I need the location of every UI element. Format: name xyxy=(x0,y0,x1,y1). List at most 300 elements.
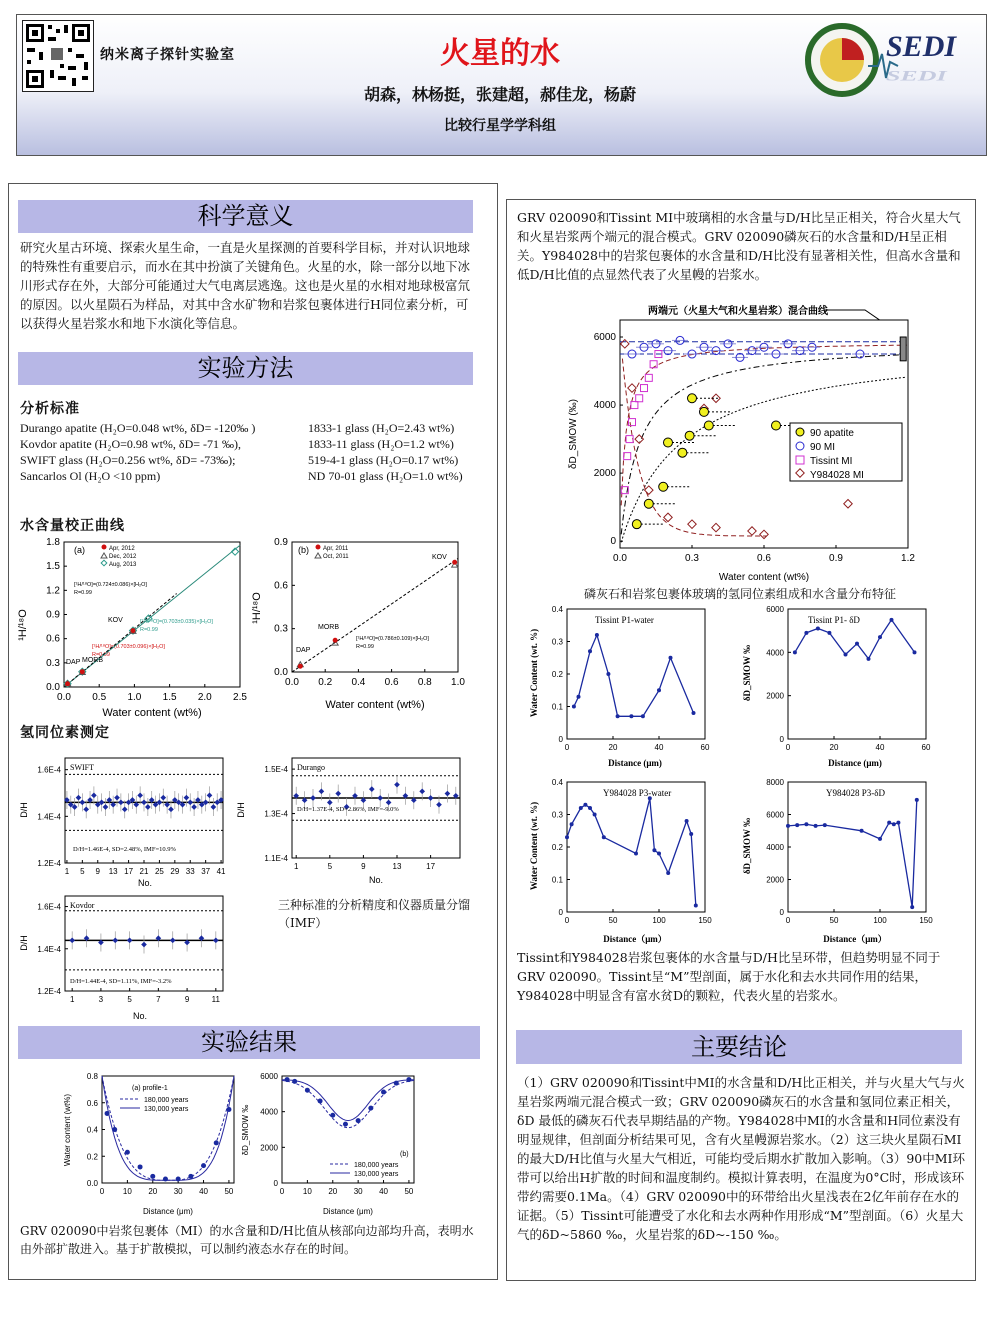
legend-label: Apr, 2012 xyxy=(109,546,135,552)
y-axis-label: ¹H/¹⁸O xyxy=(251,592,263,624)
chart-title: Tissint P1-water xyxy=(595,615,654,625)
y-tick-label: 0.0 xyxy=(46,682,60,693)
x-axis-label: Water content (wt%) xyxy=(718,572,810,583)
data-point xyxy=(823,823,827,827)
data-point xyxy=(452,560,457,565)
results-caption: GRV 020090中岩浆包裹体（MI）的水含量和D/H比值从核部向边部均升高，表明水由外部扩散进入。基于扩散模拟，可以制约液态水存在的时间。 xyxy=(20,1224,474,1256)
data-point xyxy=(664,438,673,447)
x-tick-label: 25 xyxy=(154,867,164,876)
y-axis-label: Water Content (wt. %) xyxy=(529,628,539,718)
y-tick-label: 2000 xyxy=(593,468,616,480)
y-tick-label: 1.8 xyxy=(46,537,60,548)
x-tick-label: 1 xyxy=(69,995,75,1004)
x-axis-label: Water content (wt%) xyxy=(325,699,425,711)
x-tick-label: 29 xyxy=(170,867,180,876)
legend-marker xyxy=(102,545,107,550)
y-tick-label: 1.5 xyxy=(46,561,60,573)
x-tick-label: 0 xyxy=(785,743,791,752)
data-point xyxy=(827,631,831,635)
data-point xyxy=(176,1176,181,1181)
authors: 胡森，林杨挺，张建超，郝佳龙，杨蔚 xyxy=(363,85,636,104)
equation-2: [¹H/¹⁸O]=(0.703±0.035)×[H₂O] xyxy=(140,619,213,625)
y-axis-label: δD_SMOW (‰) xyxy=(568,398,579,470)
legend-label: 130,000 years xyxy=(354,1171,399,1178)
y-tick-label: 0 xyxy=(610,536,616,548)
y-tick-label: 2000 xyxy=(766,691,784,701)
legend-label: 130,000 years xyxy=(144,1106,189,1113)
data-point xyxy=(816,627,820,631)
x-tick-label: 20 xyxy=(328,1187,338,1196)
isotope-caption: 三种标准的分析精度和仪器质量分馏（IMF） xyxy=(278,898,471,930)
x-tick-label: 0.0 xyxy=(285,677,299,688)
x-tick-label: 7 xyxy=(156,995,161,1004)
data-point xyxy=(577,695,581,699)
standard-item: 1833-1 glass (H₂O=2.43 wt%) xyxy=(308,421,455,435)
panel-label: (b) xyxy=(298,545,309,555)
data-point xyxy=(579,806,583,810)
x-tick-label: 0.0 xyxy=(613,553,627,564)
y-tick-label: 1.2 xyxy=(46,585,60,597)
lab-name: 纳米离子探针实验室 xyxy=(100,47,235,63)
legend-label: Dec, 2012 xyxy=(109,554,137,560)
x-tick-label: 1.0 xyxy=(451,677,465,688)
data-point xyxy=(689,832,693,836)
x-tick-label: 17 xyxy=(124,867,134,876)
x-tick-label: 0 xyxy=(564,916,570,925)
logo-reflection: SEDI xyxy=(886,67,947,85)
point-label: MORB xyxy=(318,624,339,631)
x-tick-label: 50 xyxy=(224,1187,234,1196)
data-point xyxy=(878,635,882,639)
x-axis-label: Distance (μm) xyxy=(323,1207,373,1216)
data-point xyxy=(381,1090,386,1095)
standards-left-list xyxy=(20,420,310,484)
x-axis-label: Distance（μm） xyxy=(603,934,667,944)
equation-2-r: R=0.99 xyxy=(140,627,158,633)
point-label: DAP xyxy=(296,647,311,654)
data-point xyxy=(285,1077,290,1082)
science-text: 研究火星古环境、探索火星生命，一直是火星探测的首要科学目标，并对认识地球的特殊性有重要启示，而水在其中扮演了关键角色。火星的水，除一部分以地下冰川形式存在外，大部分可能通过大气电离层逃逸。这也是火星的水相对地球极富氘的原因。以火星陨石为样品，对其中含水矿物和岩浆包裹体进行H同位素分析，可以获得火星岩浆水和地下水演化等信息。 xyxy=(20,240,471,331)
data-point xyxy=(593,813,597,817)
data-point xyxy=(772,421,781,430)
x-tick-label: 0.5 xyxy=(92,692,107,703)
legend-label: Aug, 2013 xyxy=(109,562,137,568)
y-tick-label: 1.6E-4 xyxy=(37,902,61,912)
stats: D/H=1.46E-4, SD=2.48%, IMF=10.9% xyxy=(73,846,176,853)
x-tick-label: 37 xyxy=(201,867,211,876)
y-axis-label: D/H xyxy=(19,935,29,951)
x-tick-label: 0.3 xyxy=(685,553,699,564)
data-point xyxy=(860,829,864,833)
data-point xyxy=(694,904,698,908)
x-tick-label: 9 xyxy=(361,862,366,871)
legend-label: Tissint MI xyxy=(810,456,853,467)
y-tick-label: 0.9 xyxy=(274,537,288,548)
x-tick-label: 0.2 xyxy=(318,677,333,688)
x-tick-label: 20 xyxy=(829,743,839,752)
data-point xyxy=(305,1088,310,1093)
panel-label: (a) xyxy=(74,545,85,555)
data-point xyxy=(583,803,587,807)
equation-r: R=0.99 xyxy=(356,644,374,650)
mixing-chart xyxy=(520,298,970,598)
tissint-dd-chart xyxy=(740,603,940,773)
data-point xyxy=(692,711,696,715)
y-tick-label: 1.1E-4 xyxy=(264,854,288,863)
x-tick-label: 40 xyxy=(379,1187,388,1196)
profile-text: Tissint和Y984028岩浆包裹体的水含量与D/H比呈环带，但趋势明显不同于GRV 020090。Tissint呈“M”型剖面，属于水化和去水共同作用的结果，Y984028中明显含有富水贫D的颗粒，代表火星的岩浆水。 xyxy=(517,950,941,1003)
data-point xyxy=(572,705,576,709)
data-point xyxy=(105,1111,110,1116)
data-point xyxy=(804,822,808,826)
data-point xyxy=(406,1077,411,1082)
legend-label: 180,000 years xyxy=(144,1097,189,1104)
stats: D/H=1.44E-4, SD=1.11%, IMF=-3.2% xyxy=(70,978,172,985)
y-tick-label: 0.2 xyxy=(551,843,563,852)
calibration-title: 水含量校正曲线 xyxy=(20,518,125,534)
data-point xyxy=(786,824,790,828)
x-tick-label: 0 xyxy=(785,916,791,925)
x-tick-label: 41 xyxy=(216,867,226,876)
results-chart-a xyxy=(60,1068,242,1218)
y-tick-label: 0.9 xyxy=(46,609,60,621)
chart-title: Tissint P1- δD xyxy=(808,615,860,625)
y-tick-label: 0.3 xyxy=(274,623,288,635)
x-tick-label: 0 xyxy=(99,1187,105,1196)
y-tick-label: 0.8 xyxy=(86,1072,98,1081)
data-point xyxy=(700,407,709,416)
x-tick-label: 100 xyxy=(873,916,887,925)
x-tick-label: 0.4 xyxy=(351,677,366,688)
data-point xyxy=(333,638,338,643)
panel-label: (b) xyxy=(400,1151,409,1158)
plot-frame xyxy=(102,1076,234,1183)
data-point xyxy=(330,1113,335,1118)
y-tick-label: 2000 xyxy=(766,875,784,885)
legend-label: 90 MI xyxy=(810,442,836,453)
data-point xyxy=(163,1176,168,1181)
data-point xyxy=(125,1150,130,1155)
y-tick-label: 0 xyxy=(779,735,784,744)
y-tick-label: 0 xyxy=(558,908,563,917)
methods-heading: 实验方法 xyxy=(18,352,473,385)
x-tick-label: 30 xyxy=(353,1187,363,1196)
x-tick-label: 0 xyxy=(564,743,570,752)
data-point xyxy=(356,1118,361,1123)
equation: [¹H/¹⁸O]=(0.786±0.109)×[H₂O] xyxy=(356,636,429,642)
standard-item: Kovdor apatite (H₂O=0.98 wt%, δD= -71 ‰), xyxy=(20,437,241,451)
data-point xyxy=(867,657,871,661)
y984028-dd-chart xyxy=(740,776,940,946)
data-point xyxy=(641,714,645,718)
y-tick-label: 0.4 xyxy=(551,778,563,787)
equation-1: [¹H/¹⁸O]=(0.724±0.086)×[H₂O] xyxy=(74,582,147,588)
isotope-title: 氢同位素测定 xyxy=(20,725,110,741)
x-tick-label: 21 xyxy=(139,867,149,876)
x-tick-label: 2.5 xyxy=(233,692,247,703)
x-axis-label: No. xyxy=(368,875,384,885)
x-axis-label: Distance (μm) xyxy=(608,758,662,768)
legend-marker xyxy=(796,428,804,436)
plot-frame xyxy=(567,782,705,912)
results-chart-b xyxy=(240,1068,422,1218)
data-point xyxy=(65,681,70,686)
conclusion-heading: 主要结论 xyxy=(516,1030,962,1064)
data-point xyxy=(804,631,808,635)
data-point xyxy=(657,688,661,692)
data-point xyxy=(652,848,656,852)
standard-item: Durango apatite (H₂O=0.048 wt%, δD= -120‰ ) xyxy=(20,421,256,435)
mixing-annotation: 两端元（火星大气和火星岩浆）混合曲线 xyxy=(648,306,828,317)
y-tick-label: 6000 xyxy=(766,605,784,614)
x-axis-label: No. xyxy=(132,1011,148,1021)
y-tick-label: 0.6 xyxy=(46,633,60,645)
mixing-text: GRV 020090和Tissint MI中玻璃相的水含量与D/H比呈正相关，符合火星大气和火星岩浆两个端元的混合模式。GRV 020090磷灰石的水含量和D/H呈正相关。Y984028中的岩浆包裹体的水含量和D/H比没有显著相关性，但高水含量和低D/H比值的点显然代表了火星幔的岩浆水。 xyxy=(517,210,961,282)
data-point xyxy=(634,852,638,856)
data-point xyxy=(214,1140,219,1145)
conclusion-text: （1）GRV 020090和Tissint中MI的水含量和D/H比正相关，并与火星大气与火星岩浆两端元混合模式一致；GRV 020090磷灰石的水含量和氢同位素正相关，δD 最低的磷灰石代表早期结晶的产物。Y984028中MI的水含量和H同位素没有明显规律，但剖面分析结果可见，含有火星幔源岩浆水。（2）这三块火星陨石MI的最大D/H比值与火星大气相近，可能均受后期水扩散加入影响。（3）90中MI环带可以给出H扩散的时间和温度制约。模拟计算表明，在温度为0°C时，形成该环带约需要0.1Ma。（4）GRV 020090中的环带给出火星浅表在2亿年前存在水的证据。（5）Tissint可能遭受了水化和去水两种作用形成“M”型剖面。（6）火星大气的δD~5860 ‰，火星岩浆的δD~-150 ‰。 xyxy=(517,1075,965,1242)
plot-frame xyxy=(788,782,926,912)
chart-title: Y984028 P3-δD xyxy=(826,788,885,798)
data-point xyxy=(112,1127,117,1132)
y-tick-label: 1.5E-4 xyxy=(264,765,288,775)
x-tick-label: 1.5 xyxy=(162,692,177,703)
y-tick-label: 4000 xyxy=(766,648,784,658)
y-tick-label: 1.4E-4 xyxy=(37,944,61,954)
data-point xyxy=(685,431,694,440)
y-tick-label: 0.2 xyxy=(86,1152,98,1162)
data-point xyxy=(570,822,574,826)
standard-item: ND 70-01 glass (H₂O=1.0 wt%) xyxy=(308,469,463,483)
x-axis-label: Distance (μm) xyxy=(143,1207,193,1216)
standard-item: 519-4-1 glass (H₂O=0.17 wt%) xyxy=(308,453,459,467)
legend-label: 180,000 years xyxy=(354,1162,399,1169)
x-tick-label: 5 xyxy=(327,862,333,871)
data-point xyxy=(657,852,661,856)
y-tick-label: 0.1 xyxy=(551,875,563,885)
x-tick-label: 0.0 xyxy=(57,692,71,703)
y-tick-label: 0.6 xyxy=(274,580,288,592)
x-tick-label: 1 xyxy=(64,867,70,876)
legend-label: 90 apatite xyxy=(810,428,854,439)
durango-chart xyxy=(232,755,472,890)
calibration-chart-b xyxy=(250,530,490,720)
kovdor-chart xyxy=(15,893,230,1023)
plot-frame xyxy=(567,609,705,739)
x-tick-label: 10 xyxy=(122,1187,132,1196)
x-axis-label: Distance（μm） xyxy=(823,934,887,944)
data-point xyxy=(588,806,592,810)
x-tick-label: 150 xyxy=(698,916,712,925)
x-tick-label: 10 xyxy=(302,1187,312,1196)
standard-item: 1833-11 glass (H₂O=1.2 wt%) xyxy=(308,437,454,451)
y-tick-label: 1.2E-4 xyxy=(37,987,61,996)
chart-title: SWIFT xyxy=(70,763,94,772)
data-point xyxy=(80,669,85,674)
x-axis-label: No. xyxy=(137,878,153,888)
equation-3: [¹H/¹⁸O]=(0.703±0.096)×[H₂O] xyxy=(92,644,165,650)
x-tick-label: 20 xyxy=(608,743,618,752)
data-point xyxy=(913,650,917,654)
point-label: MORB xyxy=(82,657,103,664)
legend-label: Apr, 2011 xyxy=(323,546,349,552)
data-point xyxy=(595,633,599,637)
y-tick-label: 2000 xyxy=(260,1143,278,1153)
y-tick-label: 0.1 xyxy=(551,702,563,712)
data-point xyxy=(685,819,689,823)
x-tick-label: 1.0 xyxy=(127,692,142,703)
x-tick-label: 50 xyxy=(829,916,839,925)
x-tick-label: 9 xyxy=(95,867,100,876)
data-point xyxy=(588,649,592,653)
x-axis-label: Distance (μm) xyxy=(828,758,882,768)
y-axis-label: δD_SMOW ‰ xyxy=(742,817,752,875)
y-tick-label: 6000 xyxy=(766,810,784,820)
x-tick-label: 60 xyxy=(921,743,931,752)
y-tick-label: 4000 xyxy=(593,400,616,412)
research-group: 比较行星学学科组 xyxy=(444,118,556,134)
y-tick-label: 1.2E-4 xyxy=(37,859,61,868)
data-point xyxy=(318,1098,323,1103)
x-tick-label: 3 xyxy=(98,995,104,1004)
y-tick-label: 4000 xyxy=(260,1107,278,1117)
x-tick-label: 13 xyxy=(108,867,118,876)
y984028-water-chart xyxy=(525,776,725,946)
y-tick-label: 1.6E-4 xyxy=(37,765,61,775)
data-point xyxy=(844,653,848,657)
x-tick-label: 20 xyxy=(148,1187,158,1196)
y-axis-label: δD_SMOW ‰ xyxy=(742,644,752,702)
data-point xyxy=(565,835,569,839)
plot-frame xyxy=(292,542,458,672)
chart-title: Y984028 P3-water xyxy=(603,788,672,798)
x-tick-label: 150 xyxy=(919,916,933,925)
data-point xyxy=(890,618,894,622)
x-tick-label: 0.8 xyxy=(417,677,432,688)
data-point xyxy=(343,1122,348,1127)
y-tick-label: 0.4 xyxy=(551,605,563,614)
data-point xyxy=(292,1079,297,1084)
point-label: KOV xyxy=(108,617,123,624)
data-point xyxy=(138,1164,143,1169)
y-tick-label: 0 xyxy=(558,735,563,744)
data-point xyxy=(855,642,859,646)
x-tick-label: 9 xyxy=(184,995,190,1004)
data-point xyxy=(130,628,135,633)
x-tick-label: 60 xyxy=(700,743,710,752)
x-tick-label: 1.2 xyxy=(901,553,915,564)
standard-item: Sancarlos Ol (H₂O <10 ppm) xyxy=(20,469,161,483)
chart-title: Kovdor xyxy=(70,901,95,910)
y-tick-label: 0.3 xyxy=(551,810,563,820)
x-tick-label: 11 xyxy=(211,995,220,1004)
y-axis-label: D/H xyxy=(19,802,29,818)
y-tick-label: 8000 xyxy=(766,778,784,787)
data-point xyxy=(629,714,633,718)
data-point xyxy=(188,1174,193,1179)
x-tick-label: 30 xyxy=(173,1187,183,1196)
standards-right-list xyxy=(308,420,493,484)
panel-label: (a) profile-1 xyxy=(132,1085,168,1092)
calibration-chart-a xyxy=(12,530,247,720)
data-point xyxy=(602,835,606,839)
data-point xyxy=(666,871,670,875)
data-point xyxy=(606,672,610,676)
y-tick-label: 0.2 xyxy=(551,670,563,679)
data-point xyxy=(678,448,687,457)
x-tick-label: 40 xyxy=(654,743,664,752)
data-point xyxy=(659,482,668,491)
stats: D/H=1.37E-4, SD=2.86%, IMF=-9.0% xyxy=(297,806,399,813)
x-axis-label: Water content (wt%) xyxy=(102,707,202,719)
standards-title: 分析标准 xyxy=(20,401,80,417)
point-label: DAP xyxy=(66,659,81,666)
data-point xyxy=(298,664,303,669)
data-point xyxy=(632,520,641,529)
data-point xyxy=(887,821,891,825)
data-point xyxy=(669,656,673,660)
y-tick-label: 0.6 xyxy=(86,1098,98,1108)
x-tick-label: 50 xyxy=(404,1187,414,1196)
x-tick-label: 1 xyxy=(293,862,299,871)
swift-chart xyxy=(15,755,230,890)
mixing-caption: 磷灰石和岩浆包裹体玻璃的氢同位素组成和水含量分布特征 xyxy=(583,587,896,601)
legend-label: Y984028 MI xyxy=(810,470,864,481)
point-label: KOV xyxy=(432,554,447,561)
plot-frame xyxy=(788,609,926,739)
y-tick-label: 6000 xyxy=(260,1072,278,1081)
data-point xyxy=(201,1163,206,1168)
x-tick-label: 33 xyxy=(185,867,195,876)
data-point xyxy=(616,714,620,718)
y-axis-label: Water Content (wt. %) xyxy=(529,801,539,891)
data-point xyxy=(892,822,896,826)
x-tick-label: 17 xyxy=(426,862,436,871)
x-tick-label: 13 xyxy=(392,862,402,871)
data-point xyxy=(878,837,882,841)
y-tick-label: 0.3 xyxy=(551,637,563,647)
y-tick-label: 0 xyxy=(273,1179,278,1188)
logo-text: SEDI xyxy=(886,30,957,63)
x-tick-label: 50 xyxy=(608,916,618,925)
data-point xyxy=(644,499,653,508)
data-point xyxy=(394,1081,399,1086)
y-tick-label: 0.0 xyxy=(274,667,288,678)
end-member-bar xyxy=(900,337,906,361)
data-point xyxy=(896,821,900,825)
x-tick-label: 40 xyxy=(875,743,885,752)
data-point xyxy=(795,823,799,827)
results-heading: 实验结果 xyxy=(18,1026,480,1059)
chart-title: Durango xyxy=(297,763,325,772)
sedi-logo xyxy=(800,18,970,98)
y-tick-label: 0.3 xyxy=(46,657,60,669)
data-point xyxy=(226,1107,231,1112)
x-tick-label: 5 xyxy=(80,867,85,876)
x-tick-label: 0.6 xyxy=(384,677,399,688)
y-tick-label: 0.0 xyxy=(86,1179,98,1188)
y-tick-label: 1.4E-4 xyxy=(37,812,61,822)
x-tick-label: 0.9 xyxy=(829,553,843,564)
x-tick-label: 40 xyxy=(199,1187,208,1196)
x-tick-label: 0 xyxy=(279,1187,285,1196)
data-point xyxy=(688,394,697,403)
y-axis-label: δD_SMOW ‰ xyxy=(241,1104,250,1156)
y-tick-label: 1.3E-4 xyxy=(264,809,288,819)
y-axis-label: ¹H/¹⁸O xyxy=(17,609,29,641)
data-point xyxy=(915,798,919,802)
y-tick-label: 4000 xyxy=(766,843,784,852)
